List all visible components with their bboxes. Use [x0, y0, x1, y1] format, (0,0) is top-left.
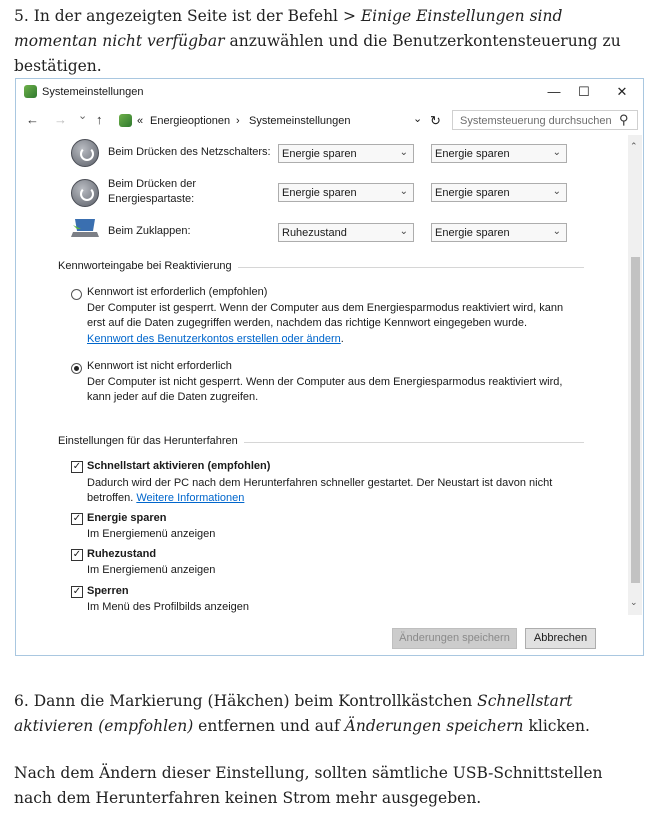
scrollbar-thumb[interactable] [631, 257, 640, 583]
dropdown-value: Energie sparen [282, 148, 357, 160]
chevron-down-icon: ⌄ [399, 226, 408, 237]
change-password-link[interactable]: Kennwort des Benutzerkontos erstellen oder ändern [87, 333, 341, 345]
search-icon[interactable]: ⚲ [619, 112, 629, 127]
dropdown-value: Energie sparen [282, 187, 357, 199]
address-dropdown-icon[interactable]: ⌄ [413, 113, 423, 125]
power-button-label: Beim Drücken des Netzschalters: [108, 146, 271, 158]
lid-close-battery-dropdown[interactable] [278, 223, 414, 242]
password-required-description: Der Computer ist gesperrt. Wenn der Computer aus dem Energiesparmodus reaktiviert wird, kann erst auf die Daten zugegriffen werden, nachdem das richtige Kennwort eingegeben wurde. [87, 302, 564, 329]
closing-paragraph: Nach dem Ändern dieser Einstellung, sollten sämtliche USB-Schnittstellen nach dem Herunterfahren keinen Strom mehr ausgegeben. [14, 764, 603, 807]
control-panel-icon [24, 85, 37, 98]
step6-italic-checkbox: Schnellstart aktivieren (empfohlen) [14, 692, 573, 735]
back-arrow-icon[interactable]: ← [26, 112, 39, 127]
fast-startup-description [87, 476, 567, 506]
shutdown-section-heading: Einstellungen für das Herunterfahren [58, 435, 244, 447]
step6-text-end: klicken. [523, 717, 590, 735]
sleep-description: Im Energiemenü anzeigen [87, 528, 216, 540]
dropdown-value: Energie sparen [435, 227, 510, 239]
title-bar [16, 79, 643, 105]
chevron-down-icon: ⌄ [399, 186, 408, 197]
password-section-heading: Kennworteingabe bei Reaktivierung [58, 260, 238, 272]
vertical-scrollbar[interactable] [628, 135, 642, 615]
sleep-button-icon [71, 179, 99, 207]
sleep-checkbox[interactable]: ✓ [72, 513, 82, 524]
step5-paragraph [14, 4, 634, 79]
search-box[interactable] [452, 110, 638, 130]
lock-label[interactable]: Sperren [87, 585, 129, 597]
lock-checkbox[interactable]: ✓ [72, 586, 82, 597]
step5-text-end: anzuwählen und die Benutzerkontensteuerung zu bestätigen. [14, 32, 621, 75]
recent-dropdown-icon[interactable]: ⌄ [78, 110, 88, 122]
breadcrumb-arrow: › [236, 115, 240, 127]
address-bar[interactable] [114, 110, 442, 132]
hibernate-checkbox[interactable]: ✓ [72, 549, 82, 560]
cancel-button[interactable]: Abbrechen [525, 628, 596, 649]
fast-startup-checkbox[interactable]: ✓ [72, 461, 82, 472]
save-changes-button[interactable]: Änderungen speichern [392, 628, 517, 649]
fast-startup-desc-text: Dadurch wird der PC nach dem Herunterfahren schneller gestartet. Der Neustart ist davon nicht betroffen. [87, 477, 553, 504]
forward-arrow-icon[interactable]: → [54, 112, 67, 127]
lid-close-label: Beim Zuklappen: [108, 225, 191, 237]
button-bar [16, 617, 643, 655]
close-button[interactable]: ✕ [616, 84, 628, 99]
chevron-down-icon: ⌄ [399, 147, 408, 158]
step6-text-middle: entfernen und auf [193, 717, 345, 735]
password-not-required-label[interactable]: Kennwort ist nicht erforderlich [87, 360, 232, 372]
step6-text: 6. Dann die Markierung (Häkchen) beim Kontrollkästchen [14, 692, 478, 710]
power-button-plugged-dropdown[interactable] [431, 144, 567, 163]
sleep-button-battery-dropdown[interactable] [278, 183, 414, 202]
breadcrumb-systemeinstellungen[interactable]: Systemeinstellungen [249, 115, 351, 127]
password-not-required-radio[interactable] [71, 363, 82, 374]
hibernate-description: Im Energiemenü anzeigen [87, 564, 216, 576]
dropdown-value: Energie sparen [435, 148, 510, 160]
screenshot-frame [15, 78, 644, 656]
search-placeholder: Systemsteuerung durchsuchen [460, 115, 612, 127]
fast-startup-label[interactable]: Schnellstart aktivieren (empfohlen) [87, 460, 271, 472]
control-panel-icon [119, 114, 132, 127]
hibernate-label[interactable]: Ruhezustand [87, 548, 157, 560]
maximize-button[interactable]: ☐ [578, 84, 590, 99]
scroll-down-icon[interactable]: ⌄ [630, 597, 638, 607]
password-required-label[interactable]: Kennwort ist erforderlich (empfohlen) [87, 286, 268, 298]
settings-content [16, 135, 628, 615]
power-button-battery-dropdown[interactable] [278, 144, 414, 163]
link-period: . [340, 333, 344, 345]
laptop-lid-icon [71, 217, 99, 239]
up-arrow-icon[interactable]: ↑ [96, 112, 103, 127]
scroll-up-icon[interactable]: ⌃ [630, 141, 638, 151]
minimize-button[interactable]: — [547, 84, 561, 99]
chevron-down-icon: ⌄ [552, 226, 561, 237]
breadcrumb-energieoptionen[interactable]: Energieoptionen [150, 115, 231, 127]
refresh-icon[interactable]: ↻ [430, 113, 441, 128]
step5-text: 5. In der angezeigten Seite ist der Befehl > [14, 7, 361, 25]
lid-close-plugged-dropdown[interactable] [431, 223, 567, 242]
dropdown-value: Energie sparen [435, 187, 510, 199]
step6-italic-save: Änderungen speichern [344, 717, 524, 735]
step6-paragraph [14, 689, 634, 739]
power-button-icon [71, 139, 99, 167]
sleep-label[interactable]: Energie sparen [87, 512, 167, 524]
sleep-button-label: Beim Drücken der Energiespartaste: [108, 178, 197, 205]
chevron-down-icon: ⌄ [552, 186, 561, 197]
sleep-button-plugged-dropdown[interactable] [431, 183, 567, 202]
password-link-row [87, 332, 344, 347]
password-required-radio[interactable] [71, 289, 82, 300]
window-title: Systemeinstellungen [42, 86, 144, 98]
step5-italic: Einige Einstellungen sind momentan nicht verfügbar [14, 7, 563, 50]
breadcrumb-separator: « [137, 115, 144, 127]
navigation-bar [16, 107, 643, 135]
lock-description: Im Menü des Profilbilds anzeigen [87, 601, 250, 613]
more-info-link[interactable]: Weitere Informationen [136, 492, 245, 504]
dropdown-value: Ruhezustand [282, 227, 347, 239]
chevron-down-icon: ⌄ [552, 147, 561, 158]
password-not-required-description: Der Computer ist nicht gesperrt. Wenn der Computer aus dem Energiesparmodus reaktiviert wird, kann jeder auf die Daten zugreifen. [87, 376, 563, 403]
